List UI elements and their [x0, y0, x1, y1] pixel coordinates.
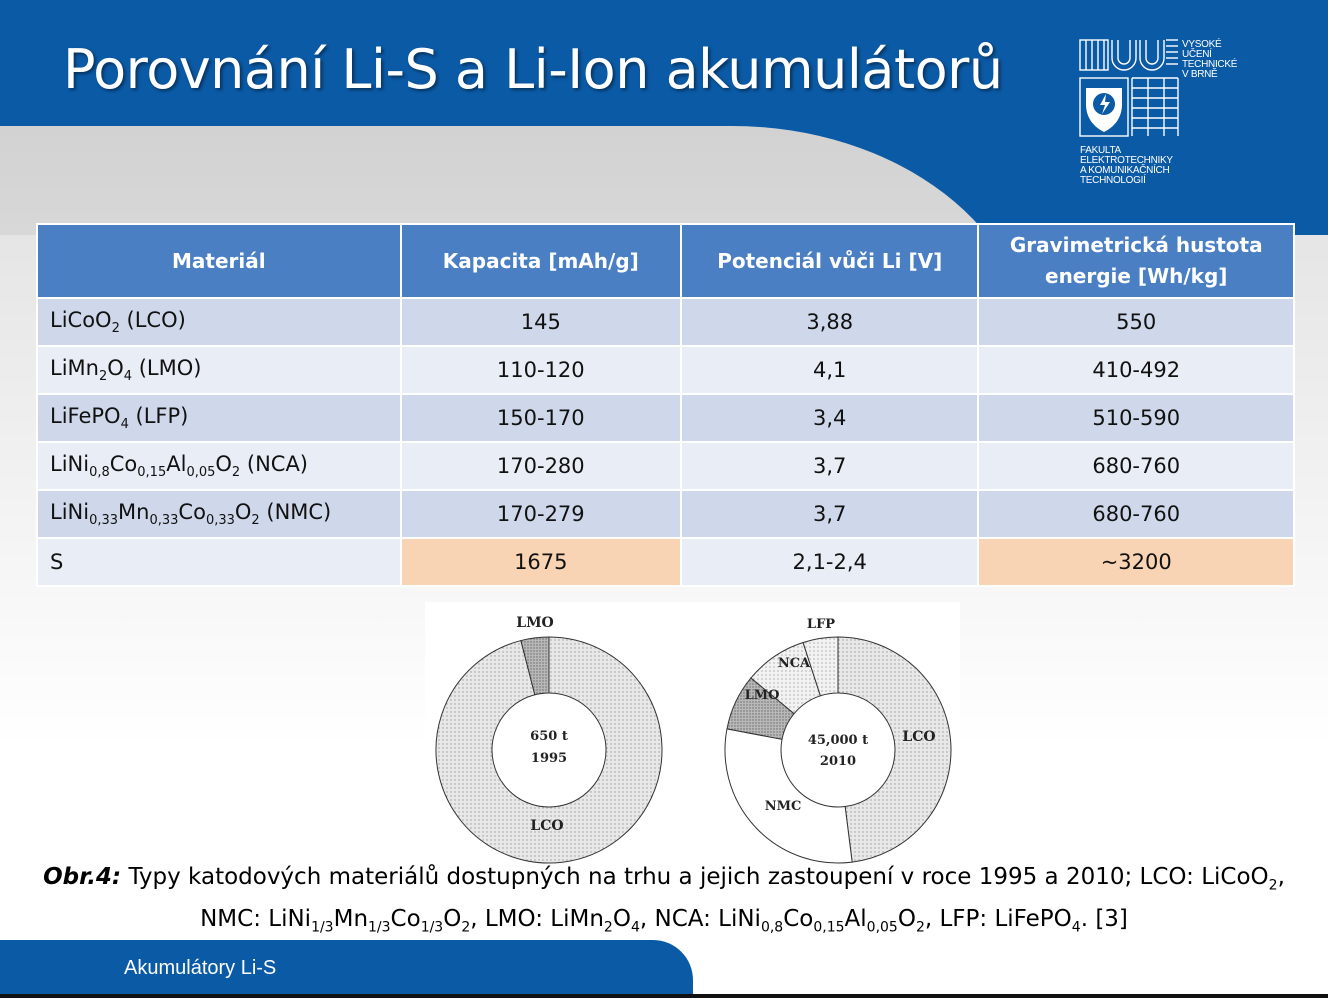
- table-row: [37, 346, 1294, 394]
- header-energy: Gravimetrická hustota energie [Wh/kg]: [978, 224, 1294, 298]
- cell-capacity: 170-280: [401, 442, 681, 490]
- cell-capacity-highlight: 1675: [401, 538, 681, 586]
- donut-charts: [425, 602, 960, 864]
- cell-material: $LiMn_2O_4$ (LMO): [37, 346, 401, 394]
- cell-potential: 3,7: [681, 490, 978, 538]
- cell-material: $LiNi_{0,8}Co_{0,15}Al_{0,05}O_2$ (NCA): [37, 442, 401, 490]
- cell-energy: 680-760: [978, 490, 1294, 538]
- center-title-2010: 45,000 t: [807, 733, 869, 748]
- center-year-1995: 1995: [530, 751, 568, 766]
- cell-energy: 510-590: [978, 394, 1294, 442]
- slice-lco: [838, 637, 951, 862]
- university-logo: [1078, 38, 1278, 198]
- caption-reference: [3]: [1095, 905, 1128, 932]
- header-capacity: Kapacita [mAh/g]: [401, 224, 681, 298]
- cell-potential: 3,88: [681, 298, 978, 346]
- table-header-row: [37, 224, 1294, 298]
- caption-text: Typy katodových materiálů dostupných na trhu a jejich zastoupení v roce 1995 a 2010; LCO: LiCoO: [128, 864, 1269, 890]
- header-potential: Potenciál vůči Li [V]: [681, 224, 978, 298]
- cell-material: S: [37, 538, 401, 586]
- market-share-figure: [425, 602, 960, 864]
- slice-nmc: [725, 729, 852, 863]
- label-lmo-1995: LMO: [516, 615, 554, 631]
- center-year-2010: 2010: [819, 754, 857, 769]
- slide-title: Porovnání Li-S a Li-Ion akumulátorů: [63, 38, 1003, 101]
- label-nca-2010: NCA: [777, 656, 811, 671]
- figure-caption: Obr.4: Typy katodových materiálů dostupných na trhu a jejich zastoupení v roce 1995 a 2010; LCO: LiCoO$_2$, NMC: $LiNi_{1/3}Mn_{1/3}Co_{1/3}O_2$, LMO: $LiMn_2O_4$, NCA: $LiNi_{0,8}Co_{0,15}Al_{0,05}O_2$, LFP: LiFePO$_4$. [3]: [43, 864, 1285, 936]
- cell-material: LiFePO$_4$ (LFP): [37, 394, 401, 442]
- footer-line: [0, 994, 1328, 998]
- comparison-table: [36, 223, 1295, 587]
- cell-capacity: 145: [401, 298, 681, 346]
- cell-potential: 2,1-2,4: [681, 538, 978, 586]
- header-material: Materiál: [37, 224, 401, 298]
- logo-text-faculty: FAKULTA ELEKTROTECHNIKY A KOMUNIKAČNÍCH TECHNOLOGIÍ: [1080, 145, 1173, 186]
- donut-chart-2010: [725, 637, 951, 863]
- table-row: [37, 538, 1294, 586]
- footer-title: Akumulátory Li-S: [124, 957, 277, 979]
- cell-potential: 4,1: [681, 346, 978, 394]
- label-lmo-2010: LMO: [744, 688, 780, 703]
- university-logo-icon: [1078, 38, 1182, 142]
- cell-material: $LiNi_{0,33}Mn_{0,33}Co_{0,33}O_2$ (NMC): [37, 490, 401, 538]
- label-lfp-2010: LFP: [806, 617, 836, 632]
- cell-energy: 550: [978, 298, 1294, 346]
- table-row: [37, 298, 1294, 346]
- label-lco-2010: LCO: [902, 729, 936, 745]
- cell-capacity: 150-170: [401, 394, 681, 442]
- cell-energy: 680-760: [978, 442, 1294, 490]
- table-row: [37, 394, 1294, 442]
- label-nmc-2010: NMC: [764, 799, 802, 814]
- cell-capacity: 170-279: [401, 490, 681, 538]
- center-title-1995: 650 t: [530, 729, 568, 744]
- cell-energy: 410-492: [978, 346, 1294, 394]
- cell-energy-highlight: ~3200: [978, 538, 1294, 586]
- logo-text-university: VYSOKÉ UČENÍ TECHNICKÉ V BRNĚ: [1182, 39, 1238, 80]
- cell-material: LiCoO$_2$ (LCO): [37, 298, 401, 346]
- table-row: [37, 442, 1294, 490]
- cell-capacity: 110-120: [401, 346, 681, 394]
- footer-tab: [0, 940, 693, 994]
- caption-text-2: NMC: LiNi: [200, 905, 312, 932]
- caption-label: Obr.4:: [43, 864, 122, 890]
- table-row: [37, 490, 1294, 538]
- cell-potential: 3,4: [681, 394, 978, 442]
- label-lco-1995: LCO: [530, 818, 564, 834]
- cell-potential: 3,7: [681, 442, 978, 490]
